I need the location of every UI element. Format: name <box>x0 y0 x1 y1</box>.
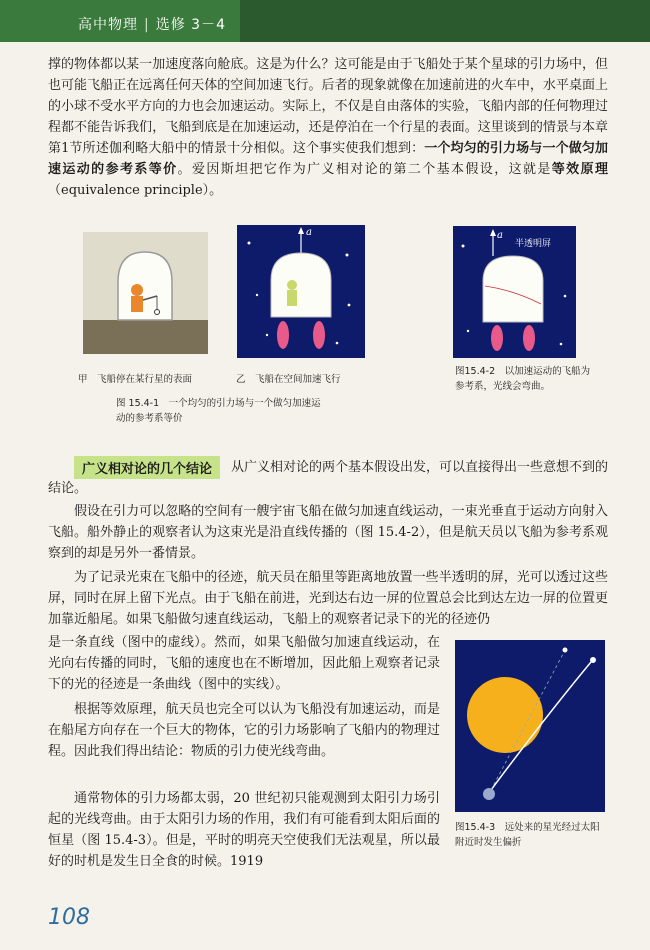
page-header <box>0 0 650 42</box>
star-apparent <box>563 648 568 653</box>
spaceship-hull <box>483 256 543 322</box>
section-intro: 从广义相对论的两个基本假设出发，可以直接得出一些意想不到的结论。 <box>48 460 609 496</box>
paragraph-2: 假设在引力可以忽略的空间有一艘宇宙飞船在做匀加速直线运动，一束光垂直于运动方向射入飞船。船外静止的观察者认为这束光是沿直线传播的（图 15.4-2），但是航天员以飞船为参考系观察到的却是另外一番情景。 <box>48 504 608 561</box>
page-number: 108 <box>48 905 90 930</box>
para1-bold-statement: 一个均匀的引力场与一个做匀加速运动的参考系等价 <box>48 141 608 177</box>
paragraph-5: 通常物体的引力场都太弱，20 世纪初只能观测到太阳引力场引起的光线弯曲。由于太阳引力场的作用，我们有可能看到太阳后面的恒星（图 15.4-3）。但是，平时的明亮天空使我们无法观星，所以最好的时机是发生日全食的时候。1919 <box>48 791 440 869</box>
astronaut-body <box>131 296 143 312</box>
earth <box>483 788 495 800</box>
fig3-caption: 图15.4-3 远处来的星光经过太阳附近时发生偏折 <box>455 822 600 848</box>
spaceship-hull <box>118 252 172 320</box>
paragraph-3a: 为了记录光束在飞船中的径迹，航天员在船里等距离地放置一些半透明的屏，光可以透过这些屏，同时在屏上留下光点。由于飞船在前进，光到达右边一屏的位置总会比到达左边一屏的位置更加靠近船尾。如果飞船做匀速直线运动，飞船上的观察者记录下的光的径迹仍 <box>48 570 608 627</box>
para1-tail: （equivalence principle）。 <box>48 183 223 198</box>
accel-label: a <box>497 230 503 241</box>
header-title: 高中物理 | 选修 3－4 <box>78 17 226 33</box>
para1-text: 撑的物体都以某一加速度落向舱底。这是为什么？这可能是由于飞船处于某个星球的引力场中，但也可能飞船正在远离任何天体的空间加速飞行。后者的现象就像在加速前进的火车中，水平桌面上的小球不受水平方向的力也会加速运动。实际上，不仅是自由落体的实验，飞船内部的任何物理过程都不能告诉我们，飞船到底是在加速运动，还是停泊在一个行星的表面。这里谈到的情景与本章第1节所述伽利略大船中的情景十分相似。这个事实使我们想到： <box>48 57 608 156</box>
fig2-caption: 图15.4-2 以加速运动的飞船为参考系，光线会弯曲。 <box>455 366 591 392</box>
paragraph-4: 根据等效原理，航天员也完全可以认为飞船没有加速运动，而是在船尾方向存在一个巨大的物体，它的引力场影响了飞船内的物理过程。因此我们得出结论：物质的引力使光线弯曲。 <box>48 702 440 759</box>
fig1-caption: 图 15.4-1 一个均匀的引力场与一个做匀加速运动的参考系等价 <box>116 398 321 424</box>
falling-ball <box>155 310 160 315</box>
sun <box>467 677 543 753</box>
paragraph-3b: 是一条直线（图中的虚线）。然而，如果飞船做匀加速直线运动，在光向右传播的同时，飞船的速度也在不断增加，因此船上观察者记录下的光的径迹是一条曲线（图中的实线）。 <box>48 635 440 692</box>
ground <box>83 320 208 354</box>
exhaust-flame <box>313 321 325 349</box>
fig1-label-b: 乙 飞船在空间加速飞行 <box>236 374 341 385</box>
astronaut-head <box>131 284 143 296</box>
figure-starlight-deflection <box>455 640 605 812</box>
volume-title: 选修 3－4 <box>155 17 226 33</box>
equivalence-principle-term: 等效原理 <box>551 162 608 177</box>
astronaut <box>287 290 297 306</box>
spaceship-hull <box>271 253 331 317</box>
exhaust-flame <box>277 321 289 349</box>
paragraph-1 <box>48 54 608 201</box>
accel-label: a <box>306 227 312 238</box>
fig1-label-a: 甲 飞船停在某行星的表面 <box>78 374 193 385</box>
figure-light-bending <box>453 226 576 358</box>
figure-accelerating-ship <box>237 225 365 358</box>
book-title: 高中物理 <box>78 17 138 33</box>
figure-planet-surface <box>83 232 208 354</box>
section-heading: 广义相对论的几个结论 <box>74 456 220 479</box>
para1-mid: 。爱因斯坦把它作为广义相对论的第二个基本假设，这就是 <box>177 162 552 177</box>
screen-label: 半透明屏 <box>515 239 552 249</box>
